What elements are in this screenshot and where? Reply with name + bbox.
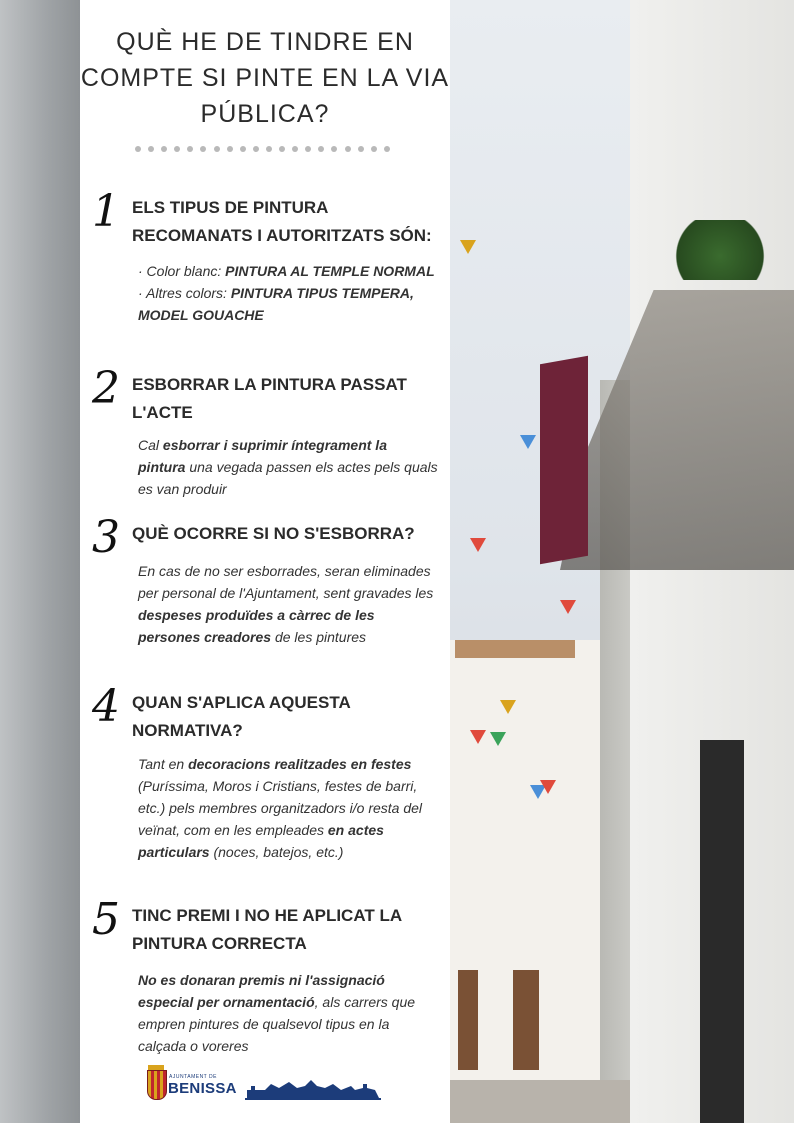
section-number: 2 [92, 363, 120, 414]
section-number: 5 [92, 894, 120, 945]
body-text: Tant en [138, 756, 189, 772]
street-pavement [450, 1080, 630, 1123]
section-heading: ELS TIPUS DE PINTURA RECOMANATS I AUTORITZATS SÓN: [132, 198, 432, 245]
body-bold: No es donaran premis ni l'assignació especial per ornamentació [138, 972, 385, 1010]
dotted-divider [135, 146, 390, 156]
body-text: de les pintures [271, 629, 367, 645]
logo-name: BENISSA [168, 1080, 237, 1097]
plant-pot [670, 220, 770, 280]
section-heading: QUAN S'APLICA AQUESTA NORMATIVA? [132, 693, 351, 740]
body-text: (noces, batejos, etc.) [209, 844, 344, 860]
divider-dot [187, 146, 193, 152]
footer-logos [145, 1068, 385, 1106]
bunting-flag [520, 435, 536, 449]
section-body [138, 560, 438, 648]
bunting-flag [560, 600, 576, 614]
bunting-flag [500, 700, 516, 714]
body-bold: en actes particulars [138, 822, 384, 860]
bunting-flag [470, 730, 486, 744]
divider-dot [279, 146, 285, 152]
section-heading: TINC PREMI I NO HE APLICAT LA PINTURA CORRECTA [132, 906, 402, 953]
divider-dot [200, 146, 206, 152]
divider-dot [135, 146, 141, 152]
section-body [138, 753, 438, 863]
body-bold: despeses produïdes a càrrec de les persones creadores [138, 607, 375, 645]
divider-dot [161, 146, 167, 152]
door [513, 970, 539, 1070]
divider-dot [345, 146, 351, 152]
town-skyline-logo-icon [245, 1076, 381, 1102]
divider-dot [148, 146, 154, 152]
divider-dot [214, 146, 220, 152]
page-title: QUÈ HE DE TINDRE EN COMPTE SI PINTE EN LA VIA PÚBLICA? [80, 28, 450, 128]
body-bold: decoracions realitzades en festes [188, 756, 412, 772]
divider-dot [305, 146, 311, 152]
body-text: (Puríssima, Moros i Cristians, festes de barri, etc.) pels membres organitzadors i/o resta del veïnat, com en les empleades [138, 778, 423, 838]
section-number: 3 [92, 512, 120, 563]
hanging-banner [540, 356, 588, 564]
item-value: PINTURA TIPUS TEMPERA, MODEL GOUACHE [138, 285, 414, 323]
left-wall [0, 0, 80, 1123]
body-text: una vegada passen els actes pels quals es van produir [138, 459, 438, 497]
divider-dot [227, 146, 233, 152]
divider-dot [358, 146, 364, 152]
divider-dot [371, 146, 377, 152]
divider-dot [384, 146, 390, 152]
section-heading: QUÈ OCORRE SI NO S'ESBORRA? [132, 524, 415, 543]
bunting-flag [470, 538, 486, 552]
divider-dot [240, 146, 246, 152]
bunting-flag [460, 240, 476, 254]
section-body [138, 434, 438, 500]
divider-dot [266, 146, 272, 152]
bunting-flag [490, 732, 506, 746]
item-label: · Altres colors: [138, 285, 231, 301]
roof [455, 640, 575, 658]
section-number: 4 [92, 681, 120, 732]
section-heading: ESBORRAR LA PINTURA PASSAT L'ACTE [132, 375, 407, 422]
dark-door [700, 740, 744, 1123]
bunting-flag [540, 780, 556, 794]
divider-dot [174, 146, 180, 152]
divider-dot [318, 146, 324, 152]
body-bold: esborrar i suprimir íntegrament la pintura [138, 437, 387, 475]
divider-dot [292, 146, 298, 152]
body-text: Cal [138, 437, 163, 453]
body-text: , als carrers que empren pintures de qualsevol tipus en la calçada o voreres [138, 994, 416, 1054]
divider-dot [331, 146, 337, 152]
logo-small-text: AJUNTAMENT DE [169, 1074, 217, 1080]
divider-dot [253, 146, 259, 152]
door [458, 970, 478, 1070]
section-body [138, 260, 438, 326]
body-text: En cas de no ser esborrades, seran eliminades per personal de l'Ajuntament, sent gravades les [138, 563, 434, 601]
item-label: · Color blanc: [138, 263, 226, 279]
section-number: 1 [92, 186, 120, 237]
section-body [138, 969, 438, 1057]
item-value: PINTURA AL TEMPLE NORMAL [225, 263, 435, 279]
benissa-coat-of-arms-icon [147, 1070, 167, 1100]
